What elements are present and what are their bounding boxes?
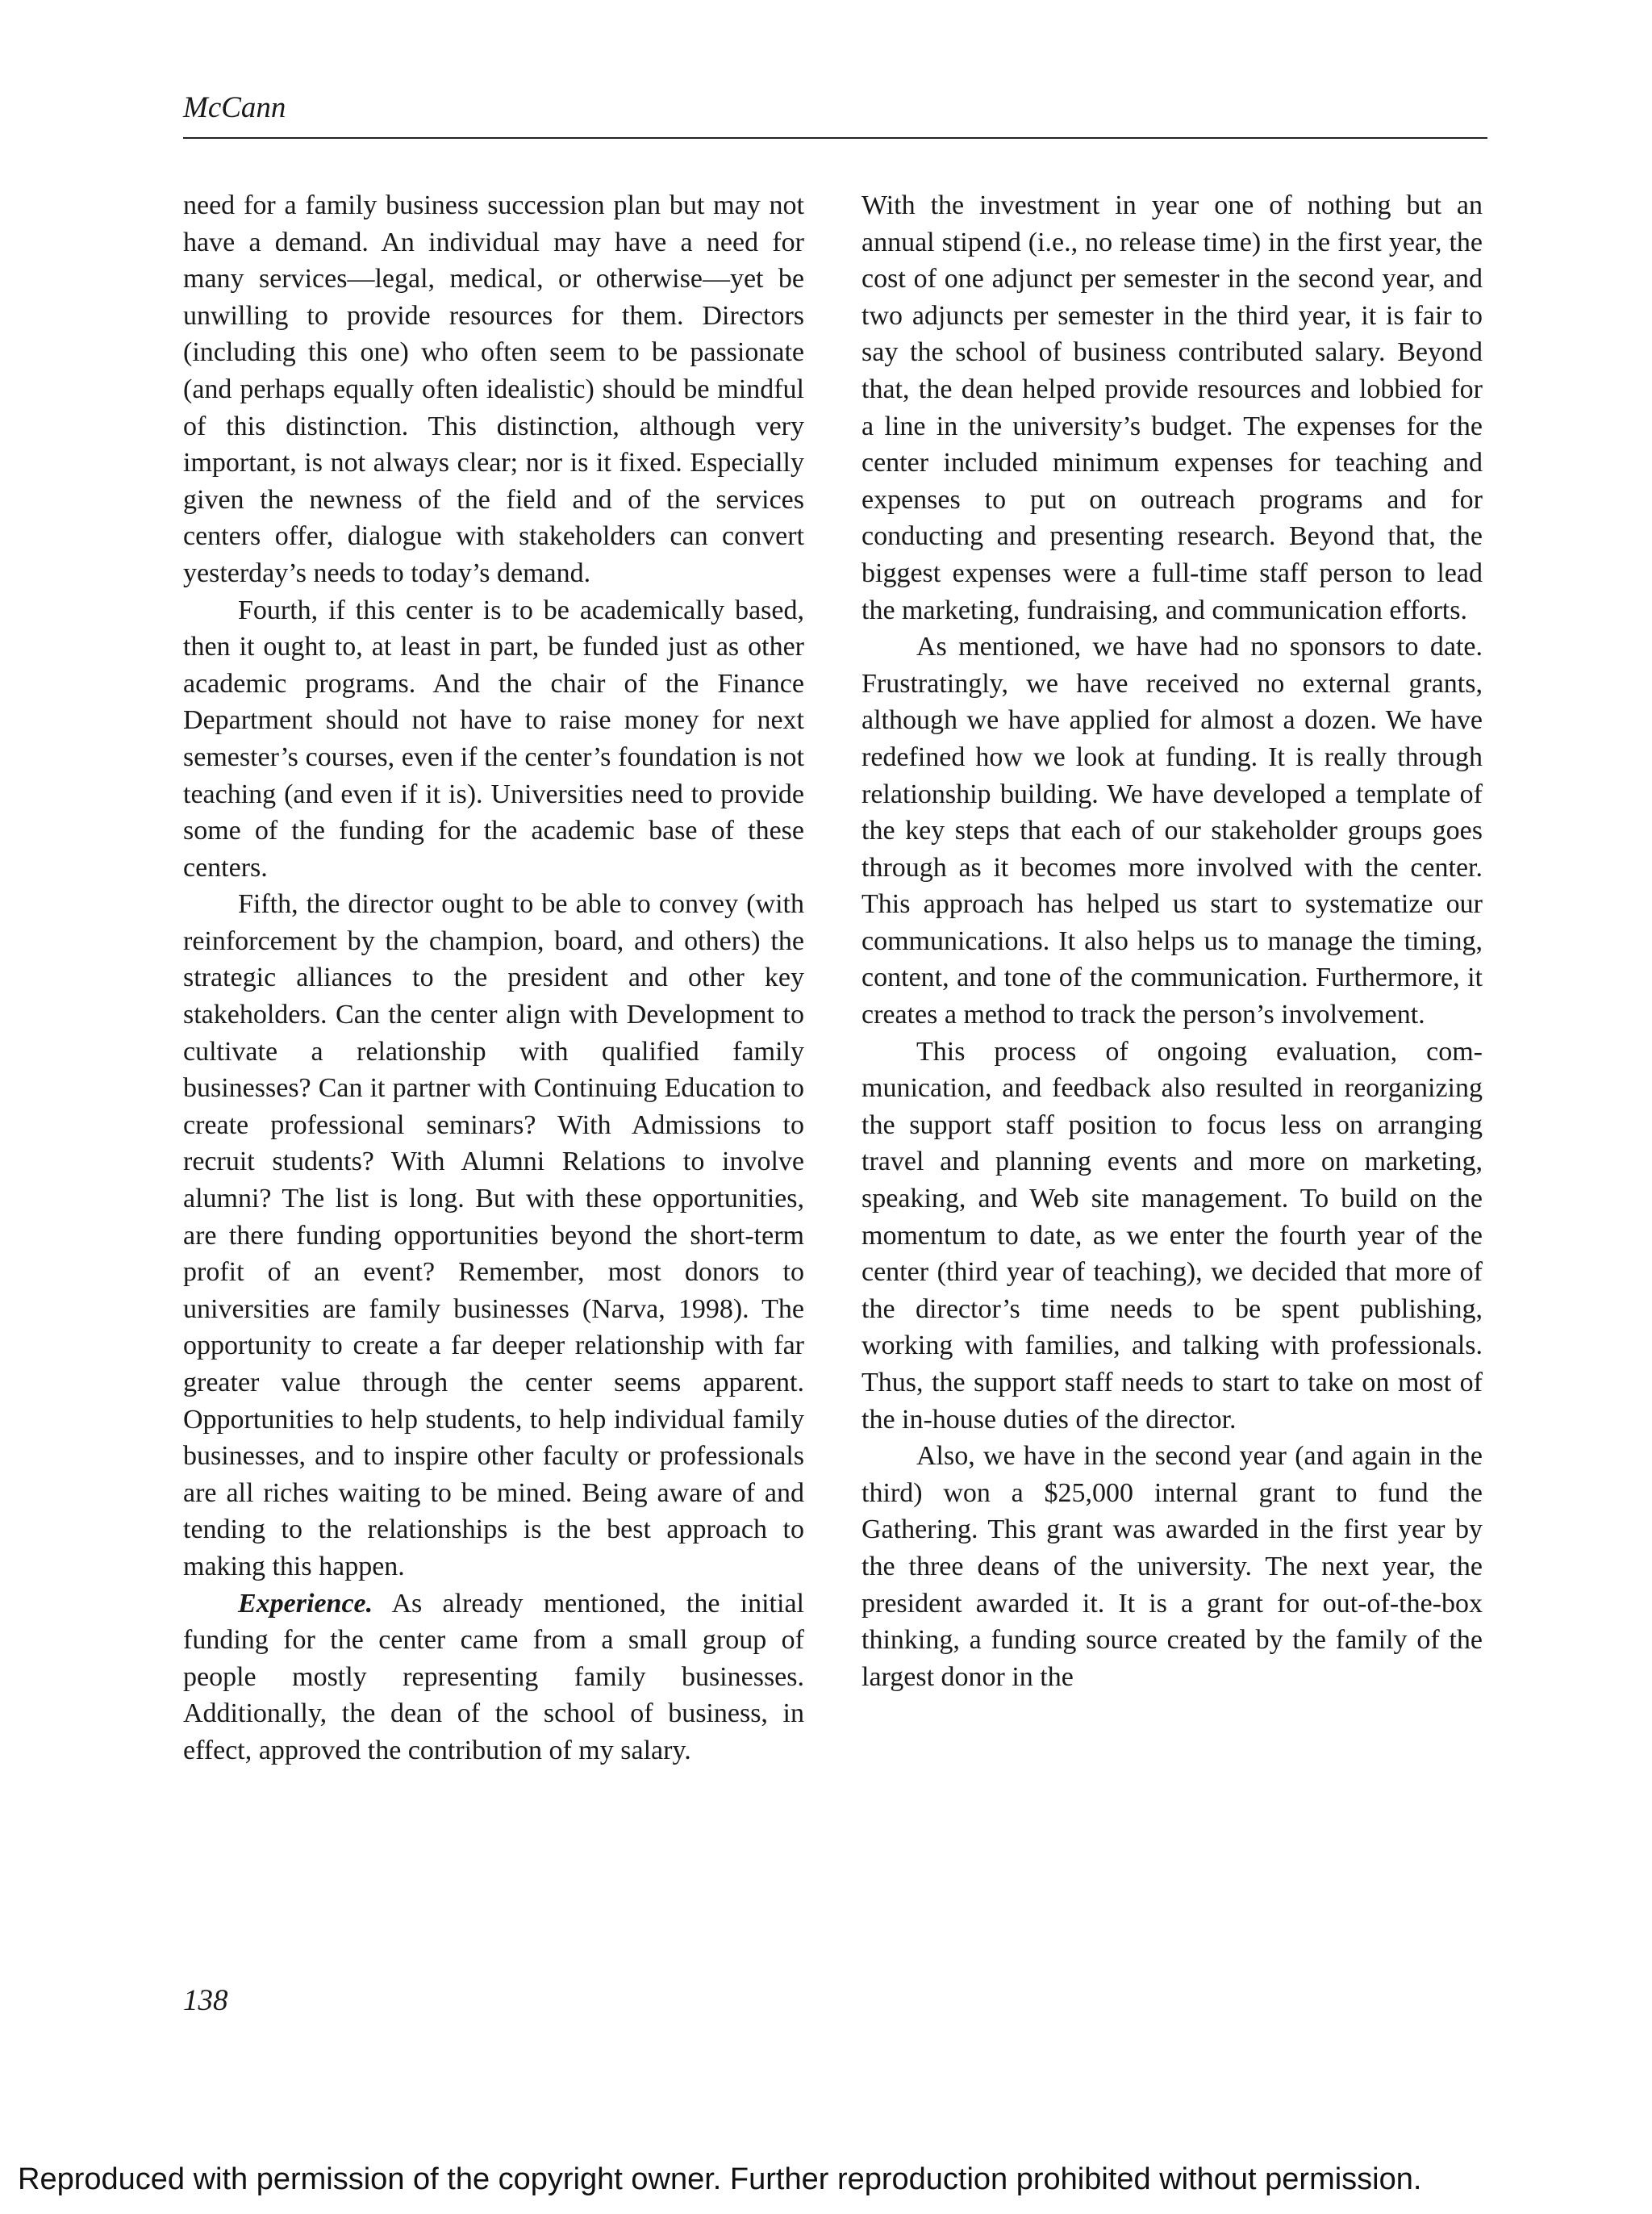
right-paragraph-2: As mentioned, we have had no sponsors to date. Frustratingly, we have received no external grants, although we have applied for almost a dozen. We have redefined how we look at funding. It is really through relationship building. We have developed a template of the key steps that each of our stakeholder groups goes through as it becomes more involved with the center. This approach has helped us start to systematize our communications. It also helps us to manage the timing, content, and tone of the communication. Furthermore, it creates a method to track the person’s involvement. <box>861 632 1483 1030</box>
page-number: 138 <box>183 1984 228 2017</box>
running-header-author: McCann <box>183 91 286 124</box>
left-paragraph-2: Fourth, if this center is to be academically based, then it ought to, at least in part, be funded just as other academic programs. And the chair of the Finance Department should not have to raise money for next semester’s courses, even if the center’s foundation is not teaching (and even if it is). Universities need to provide some of the funding for the academic base of these centers. <box>183 595 804 883</box>
header-rule <box>183 137 1487 139</box>
left-paragraph-4 <box>183 1585 804 1769</box>
right-paragraph-3: This process of ongoing evaluation, com-munication, and feedback also resulted in reorganizing the support staff position to focus less on arranging travel and planning events and more on marketing, speaking, and Web site management. To build on the momentum to date, as we enter the fourth year of the center (third year of teaching), we decided that more of the director’s time needs to be spent publishing, working with families, and talking with professionals. Thus, the support staff needs to start to take on most of the in-house duties of the director. <box>861 1036 1483 1435</box>
right-column <box>861 187 1483 1695</box>
experience-run-in-heading: Experience. <box>238 1588 373 1619</box>
right-paragraph-1: With the investment in year one of nothing but an annual stipend (i.e., no release time) in the first year, the cost of one adjunct per semester in the second year, and two adjuncts per semester in the third year, it is fair to say the school of business contributed salary. Beyond that, the dean helped provide resources and lobbied for a line in the university’s budget. The expenses for the center included minimum expenses for teaching and expenses to put on outreach programs and for conducting and presenting research. Beyond that, the biggest expenses were a full-time staff person to lead the marketing, fundraising, and communication efforts. <box>861 190 1483 625</box>
right-paragraph-4: Also, we have in the second year (and again in the third) won a $25,000 internal grant to fund the Gathering. This grant was awarded in the first year by the three deans of the university. The next year, the president awarded it. It is a grant for out-of-the-box thinking, a funding source created by the family of the largest donor in the <box>861 1441 1483 1692</box>
left-column <box>183 187 804 1769</box>
left-paragraph-4-body: As already mentioned, the initial funding for the center came from a small group of people mostly representing family businesses. Additionally, the dean of the school of business, in effect, approved the contribution of my salary. <box>183 1588 804 1765</box>
left-paragraph-3: Fifth, the director ought to be able to convey (with reinforcement by the champion, board, and others) the strategic alliances to the president and other key stakeholders. Can the center align with Development to cultivate a relationship with qualified family businesses? Can it partner with Continuing Education to create professional seminars? With Admissions to recruit students? With Alumni Relations to involve alumni? The list is long. But with these opportunities, are there funding opportunities beyond the short-term profit of an event? Remember, most donors to universities are family businesses (Narva, 1998). The opportunity to create a far deeper relationship with far greater value through the center seems apparent. Opportunities to help students, to help individual family businesses, and to inspire other faculty or professionals are all riches waiting to be mined. Being aware of and tending to the relationships is the best approach to making this happen. <box>183 889 804 1581</box>
reproduction-notice: Reproduced with permission of the copyright owner. Further reproduction prohibited without permission. <box>18 2162 1422 2196</box>
left-paragraph-1: need for a family business succession plan but may not have a demand. An individual may have a need for many services—legal, medical, or otherwise—yet be unwilling to provide resources for them. Directors (including this one) who often seem to be passionate (and perhaps equally often idealistic) should be mindful of this distinction. This distinction, although very important, is not always clear; nor is it fixed. Especially given the newness of the field and of the services centers offer, dialogue with stakeholders can convert yesterday’s needs to today’s demand. <box>183 190 804 588</box>
